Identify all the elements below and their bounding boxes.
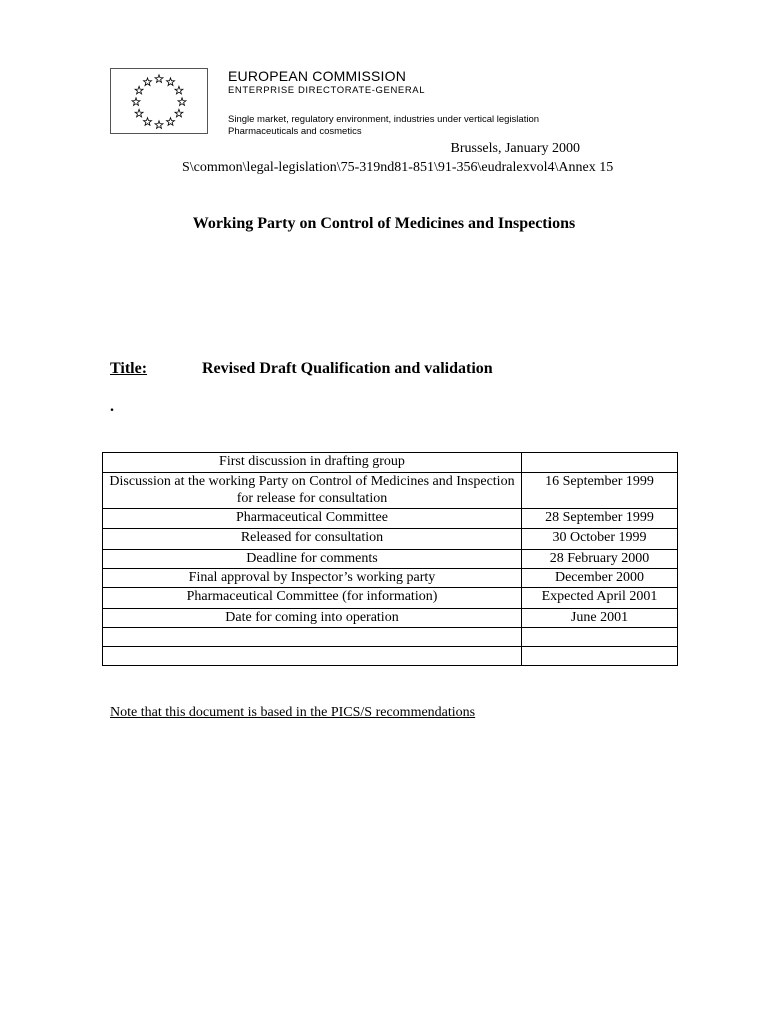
star-icon [175, 86, 183, 94]
schedule-date-cell: Expected April 2001 [522, 588, 678, 609]
schedule-step-cell: Deadline for comments [103, 550, 522, 569]
place-date: Brussels, January 2000 [450, 141, 580, 156]
table-row [103, 628, 678, 647]
working-party-heading: Working Party on Control of Medicines and Inspections [192, 215, 576, 232]
table-row [103, 609, 678, 628]
schedule-step-cell: First discussion in drafting group [103, 453, 522, 473]
organization-name: EUROPEAN COMMISSION [228, 68, 407, 84]
directorate-name: ENTERPRISE DIRECTORATE-GENERAL [228, 85, 426, 96]
table-row [103, 550, 678, 569]
star-icon [155, 121, 163, 129]
unit-line-2: Pharmaceuticals and cosmetics [228, 126, 362, 137]
schedule-step-cell: Discussion at the working Party on Control of Medicines and Inspection for release for consultation [103, 473, 522, 509]
schedule-step-cell [103, 647, 522, 666]
star-icon [144, 118, 152, 126]
star-icon [144, 78, 152, 86]
schedule-date-cell [522, 647, 678, 666]
schedule-table [102, 452, 678, 666]
schedule-step-cell: Released for consultation [103, 529, 522, 550]
bullet-mark: . [110, 398, 114, 415]
schedule-date-cell: June 2001 [522, 609, 678, 628]
unit-line-1: Single market, regulatory environment, industries under vertical legislation [228, 114, 540, 125]
title-label: Title: [110, 360, 148, 377]
note-text: Note that this document is based in the PICS/S recommendations [110, 705, 476, 720]
schedule-step-cell [103, 628, 522, 647]
file-path: S\common\legal-legislation\75-319nd81-851\91-356\eudralexvol4\Annex 15 [182, 160, 614, 175]
star-icon [135, 109, 143, 117]
table-row [103, 509, 678, 529]
star-icon [178, 98, 186, 106]
star-icon [167, 78, 175, 86]
schedule-step-cell: Pharmaceutical Committee (for information) [103, 588, 522, 609]
schedule-step-cell: Pharmaceutical Committee [103, 509, 522, 529]
title-value: Revised Draft Qualification and validation [202, 360, 493, 377]
schedule-step-cell: Date for coming into operation [103, 609, 522, 628]
schedule-date-cell: 28 September 1999 [522, 509, 678, 529]
table-row [103, 453, 678, 473]
schedule-date-cell: December 2000 [522, 569, 678, 588]
schedule-date-cell [522, 628, 678, 647]
star-icon [155, 75, 163, 83]
schedule-date-cell: 16 September 1999 [522, 473, 678, 509]
schedule-date-cell: 30 October 1999 [522, 529, 678, 550]
table-row [103, 588, 678, 609]
schedule-date-cell [522, 453, 678, 473]
star-icon [175, 109, 183, 117]
star-icon [132, 98, 140, 106]
table-row [103, 473, 678, 509]
schedule-step-cell: Final approval by Inspector’s working party [103, 569, 522, 588]
star-icon [167, 118, 175, 126]
star-icon [135, 86, 143, 94]
schedule-date-cell: 28 February 2000 [522, 550, 678, 569]
table-row [103, 647, 678, 666]
eu-flag-stars-icon [110, 68, 208, 134]
table-row [103, 529, 678, 550]
table-row [103, 569, 678, 588]
